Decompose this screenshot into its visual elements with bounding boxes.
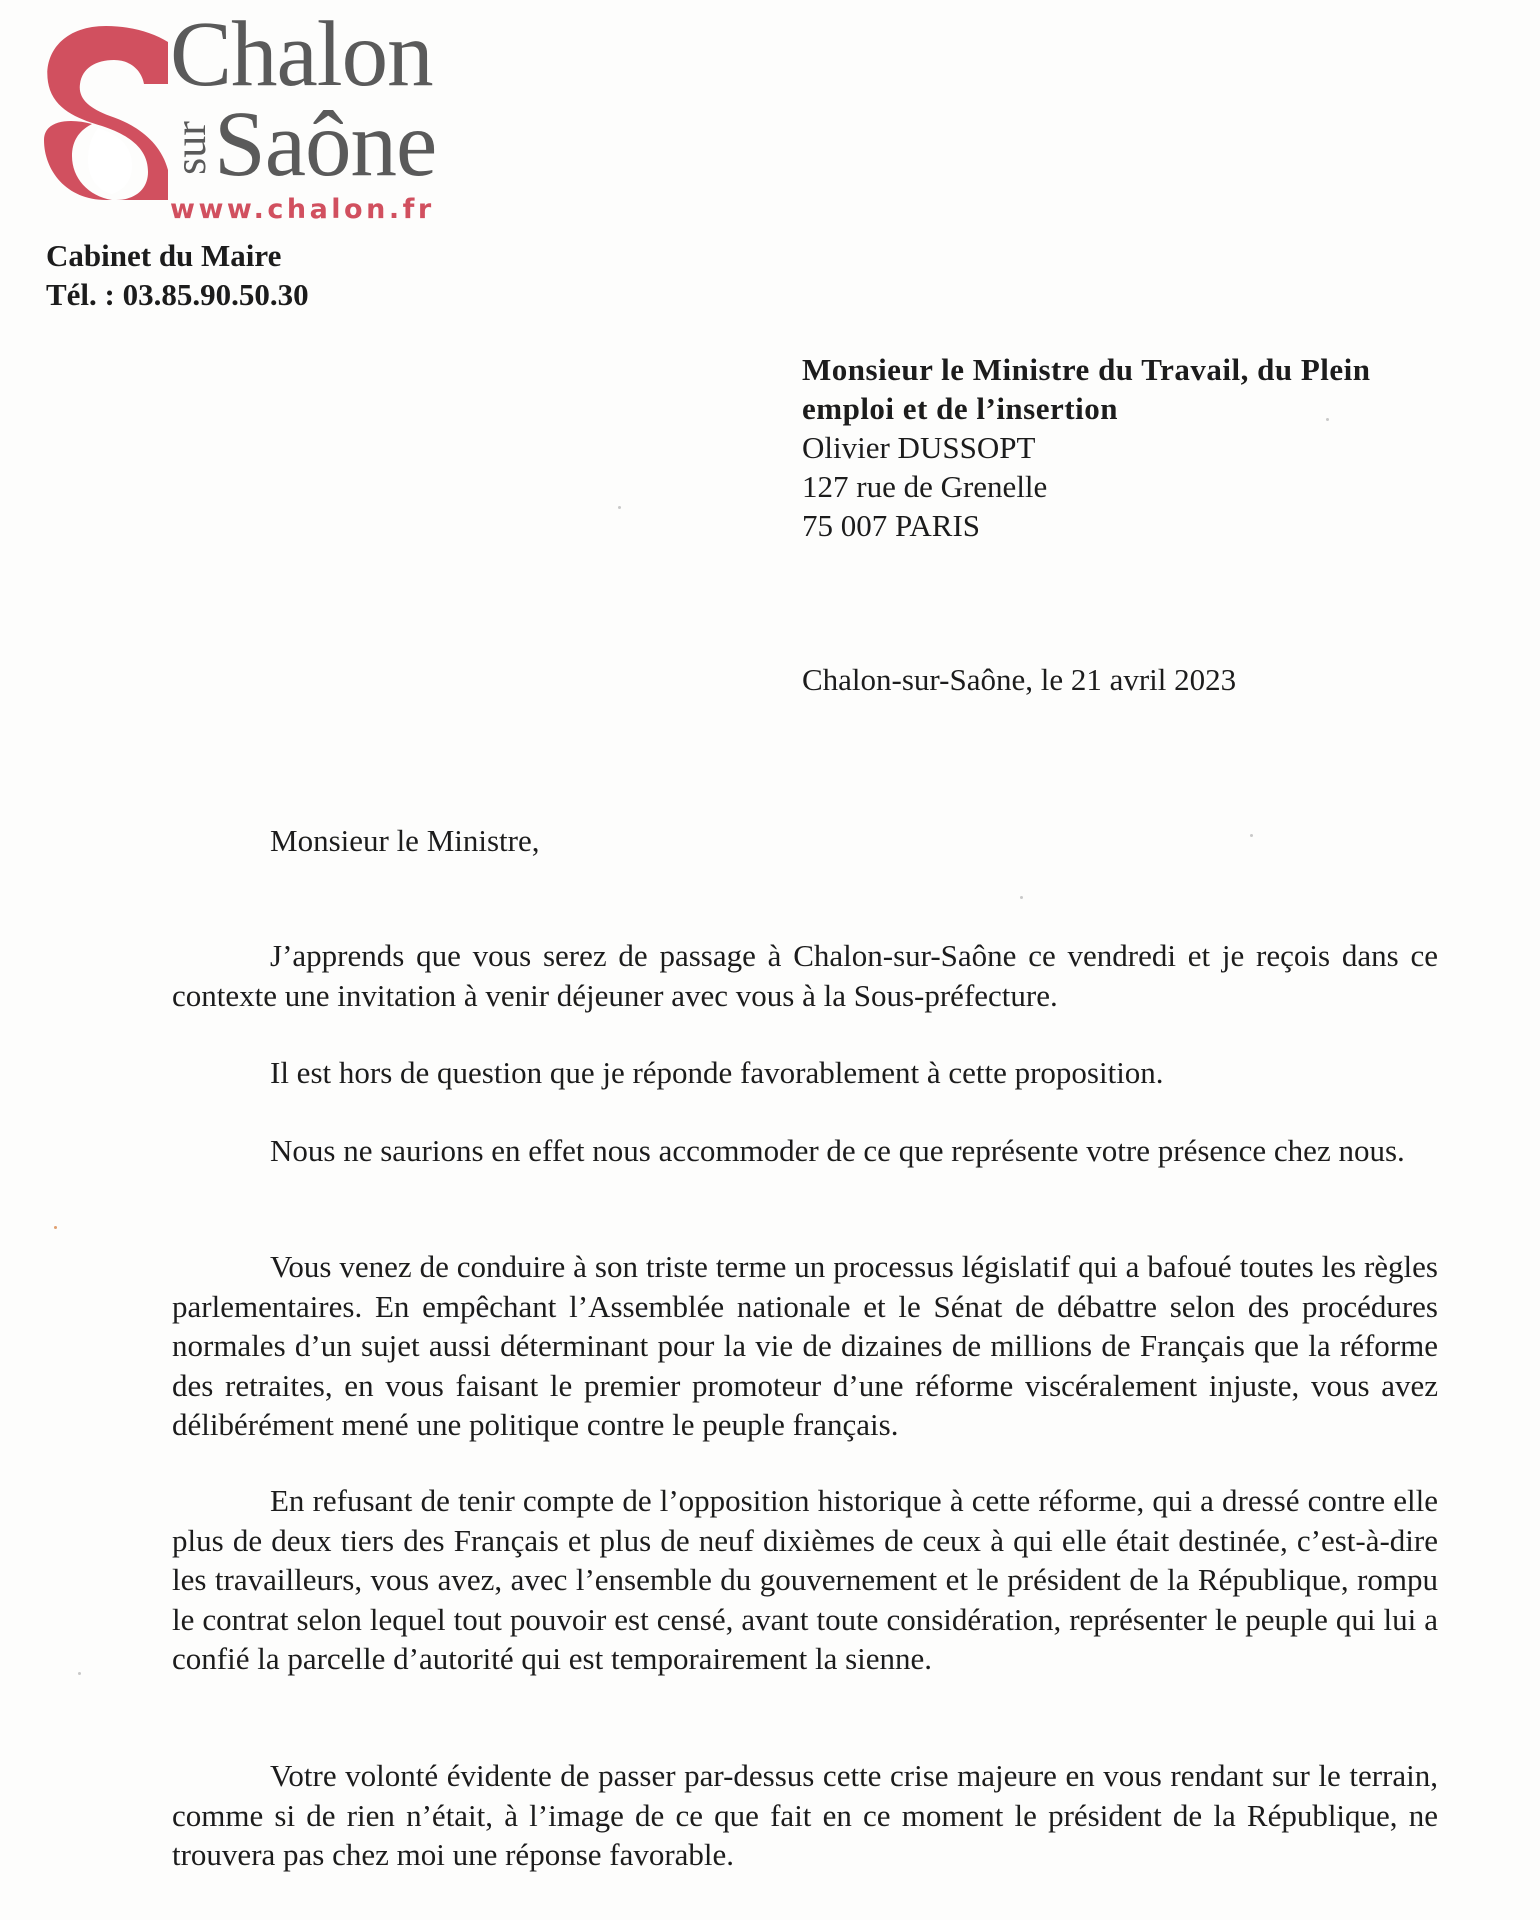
body-paragraph-1: J’apprends que vous serez de passage à Chalon-sur-Saône ce vendredi et je reçois dans ce contexte une invitation à venir déjeuner avec vous à la Sous-préfecture. bbox=[172, 938, 1438, 1013]
body-paragraph-5: En refusant de tenir compte de l’opposition historique à cette réforme, qui a dressé contre elle plus de deux tiers des Français et plus de neuf dixièmes de ceux à qui elle était destinée, c’est-à-dire les travailleurs, vous avez, avec l’ensemble du gouvernement et le président de la République, rompu le contrat selon lequel tout pouvoir est censé, avant toute considération, représenter le peuple qui lui a confié la parcelle d’autorité qui est temporairement la sienne. bbox=[172, 1483, 1438, 1676]
scan-speck bbox=[78, 1672, 81, 1675]
logo-website: www.chalon.fr bbox=[170, 194, 435, 225]
sender-phone: Tél. : 03.85.90.50.30 bbox=[46, 277, 309, 312]
sender-office: Cabinet du Maire bbox=[46, 238, 282, 273]
logo-word-sur: sur bbox=[166, 121, 215, 175]
scan-speck bbox=[618, 506, 621, 509]
logo-word-chalon: Chalon bbox=[170, 3, 433, 106]
recipient-title-line2: emploi et de l’insertion bbox=[802, 391, 1118, 426]
letter-date: Chalon-sur-Saône, le 21 avril 2023 bbox=[802, 662, 1237, 697]
recipient-title-line1: Monsieur le Ministre du Travail, du Plein bbox=[802, 352, 1371, 387]
body-paragraph-4: Vous venez de conduire à son triste terme un processus législatif qui a bafoué toutes les règles parlementaires. En empêchant l’Assemblée nationale et le Sénat de débattre selon des procédures normales d’un sujet aussi déterminant pour la vie de dizaines de millions de Français que la réforme des retraites, en vous faisant le premier promoteur d’une réforme viscéralement injuste, vous avez délibérément mené une politique contre le peuple français. bbox=[172, 1249, 1438, 1442]
scan-speck bbox=[54, 1226, 57, 1229]
logo-emblem-icon bbox=[36, 20, 174, 206]
salutation: Monsieur le Ministre, bbox=[270, 823, 540, 858]
body-paragraph-6: Votre volonté évidente de passer par-dessus cette crise majeure en vous rendant sur le terrain, comme si de rien n’était, à l’image de ce que fait en ce moment le président de la République, ne trouvera pas chez moi une réponse favorable. bbox=[172, 1758, 1438, 1872]
recipient-street: 127 rue de Grenelle bbox=[802, 469, 1048, 504]
recipient-city: 75 007 PARIS bbox=[802, 508, 981, 543]
recipient-name: Olivier DUSSOPT bbox=[802, 430, 1036, 465]
city-logo bbox=[36, 3, 456, 225]
scan-speck bbox=[1250, 834, 1253, 837]
body-paragraph-2: Il est hors de question que je réponde favorablement à cette proposition. bbox=[270, 1055, 1164, 1090]
scan-speck bbox=[1326, 418, 1329, 421]
recipient-address bbox=[802, 350, 1442, 545]
body-paragraph-3: Nous ne saurions en effet nous accommoder de ce que représente votre présence chez nous. bbox=[270, 1133, 1405, 1168]
logo-word-saone: Saône bbox=[214, 93, 437, 196]
scan-speck bbox=[1020, 896, 1023, 899]
sender-block bbox=[46, 236, 309, 314]
